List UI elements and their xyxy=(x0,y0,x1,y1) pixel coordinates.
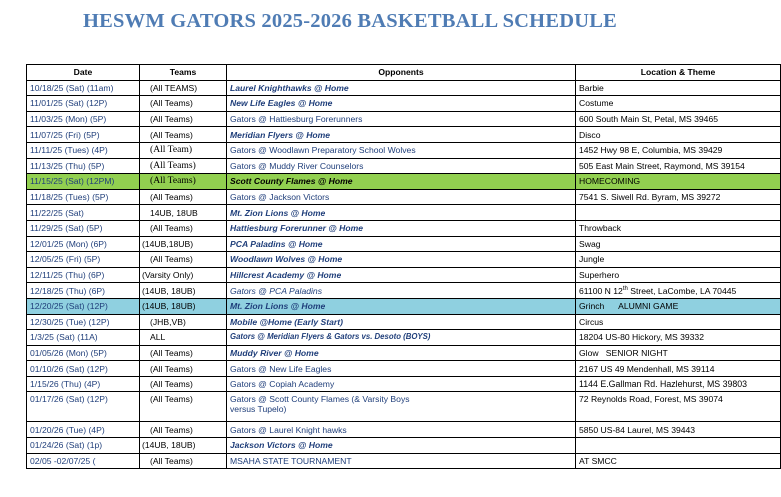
location-cell: Superhero xyxy=(576,267,781,283)
table-row xyxy=(27,438,781,454)
location-cell: Barbie xyxy=(576,80,781,96)
table-row xyxy=(27,205,781,221)
location-cell: 1452 Hwy 98 E, Columbia, MS 39429 xyxy=(576,142,781,158)
opponent-cell: Gators @ Laurel Knight hawks xyxy=(227,422,576,438)
teams-cell: (All Teams) xyxy=(140,453,227,469)
date-cell: 01/05/26 (Mon) (5P) xyxy=(27,345,140,361)
teams-cell: (All Teams) xyxy=(140,158,227,174)
location-cell: Circus xyxy=(576,314,781,330)
date-cell: 10/18/25 (Sat) (11am) xyxy=(27,80,140,96)
teams-cell: 14UB, 18UB xyxy=(140,205,227,221)
location-cell: 7541 S. Siwell Rd. Byram, MS 39272 xyxy=(576,189,781,205)
table-row xyxy=(27,345,781,361)
table-row xyxy=(27,361,781,377)
date-cell: 11/01/25 (Sat) (12P) xyxy=(27,96,140,112)
location-cell: HOMECOMING xyxy=(576,174,781,190)
date-cell: 01/24/26 (Sat) (1p) xyxy=(27,438,140,454)
table-row-alumni xyxy=(27,298,781,314)
location-cell: Throwback xyxy=(576,220,781,236)
opponent-cell: New Life Eagles @ Home xyxy=(227,96,576,112)
table-row xyxy=(27,376,781,392)
date-cell: 01/20/26 (Tue) (4P) xyxy=(27,422,140,438)
table-row xyxy=(27,189,781,205)
date-cell: 12/20/25 (Sat) (12P) xyxy=(27,298,140,314)
opponent-cell: Mt. Zion Lions @ Home xyxy=(227,205,576,221)
location-cell: Disco xyxy=(576,127,781,143)
table-row xyxy=(27,236,781,252)
date-cell: 01/17/26 (Sat) (12P) xyxy=(27,392,140,422)
location-cell: Grinch ALUMNI GAME xyxy=(576,298,781,314)
location-cell: AT SMCC xyxy=(576,453,781,469)
location-cell: 505 East Main Street, Raymond, MS 39154 xyxy=(576,158,781,174)
teams-cell: (All Teams) xyxy=(140,96,227,112)
date-cell: 11/15/25 (Sat) (12PM) xyxy=(27,174,140,190)
date-cell: 1/3/25 (Sat) (11A) xyxy=(27,330,140,346)
opponent-cell: Mobile @Home (Early Start) xyxy=(227,314,576,330)
teams-cell: (14UB, 18UB) xyxy=(140,298,227,314)
opponent-cell: MSAHA STATE TOURNAMENT xyxy=(227,453,576,469)
location-text: Street, LaCombe, LA 70445 xyxy=(627,285,737,296)
column-header-location: Location & Theme xyxy=(576,65,781,81)
table-row xyxy=(27,252,781,268)
teams-cell: (All Teams) xyxy=(140,361,227,377)
date-cell: 12/30/25 (Tue) (12P) xyxy=(27,314,140,330)
location-cell: 5850 US-84 Laurel, MS 39443 xyxy=(576,422,781,438)
location-cell: 72 Reynolds Road, Forest, MS 39074 xyxy=(576,392,781,422)
location-cell: Costume xyxy=(576,96,781,112)
date-cell: 11/18/25 (Tues) (5P) xyxy=(27,189,140,205)
teams-cell: (JHB,VB) xyxy=(140,314,227,330)
teams-cell: (All Teams) xyxy=(140,127,227,143)
date-cell: 11/22/25 (Sat) xyxy=(27,205,140,221)
opponent-cell: Gators @ Hattiesburg Forerunners xyxy=(227,111,576,127)
location-text: 61100 N 12 xyxy=(579,285,623,296)
table-row xyxy=(27,330,781,346)
table-row xyxy=(27,453,781,469)
teams-cell: (14UB, 18UB) xyxy=(140,283,227,299)
opponent-cell xyxy=(227,392,576,422)
column-header-teams: Teams xyxy=(140,65,227,81)
location-cell xyxy=(576,283,781,299)
table-row xyxy=(27,314,781,330)
column-header-date: Date xyxy=(27,65,140,81)
teams-cell: (14UB, 18UB) xyxy=(140,438,227,454)
teams-cell: (All Teams) xyxy=(140,376,227,392)
opponent-cell: Meridian Flyers @ Home xyxy=(227,127,576,143)
date-cell: 12/11/25 (Thu) (6P) xyxy=(27,267,140,283)
location-cell: Glow SENIOR NIGHT xyxy=(576,345,781,361)
opponent-cell: PCA Paladins @ Home xyxy=(227,236,576,252)
teams-cell: (All Teams) xyxy=(140,220,227,236)
date-cell: 11/07/25 (Fri) (5P) xyxy=(27,127,140,143)
opponent-cell: Gators @ New Life Eagles xyxy=(227,361,576,377)
date-cell: 11/11/25 (Tues) (4P) xyxy=(27,142,140,158)
location-cell: 600 South Main St, Petal, MS 39465 xyxy=(576,111,781,127)
teams-cell: (All Team) xyxy=(140,142,227,158)
date-cell: 12/18/25 (Thu) (6P) xyxy=(27,283,140,299)
date-cell: 1/15/26 (Thu) (4P) xyxy=(27,376,140,392)
table-row xyxy=(27,158,781,174)
date-cell: 02/05 -02/07/25 ( xyxy=(27,453,140,469)
opponent-cell: Gators @ Jackson Victors xyxy=(227,189,576,205)
date-cell: 11/29/25 (Sat) (5P) xyxy=(27,220,140,236)
table-row xyxy=(27,392,781,422)
table-row xyxy=(27,220,781,236)
table-row xyxy=(27,127,781,143)
opponent-text: Gators @ Scott County Flames (& Varsity Boys versus Tupelo) xyxy=(230,394,410,415)
table-row xyxy=(27,422,781,438)
opponent-cell: Hattiesburg Forerunner @ Home xyxy=(227,220,576,236)
opponent-cell: Muddy River @ Home xyxy=(227,345,576,361)
teams-cell: (All TEAMS) xyxy=(140,80,227,96)
date-cell: 01/10/26 (Sat) (12P) xyxy=(27,361,140,377)
date-cell: 12/01/25 (Mon) (6P) xyxy=(27,236,140,252)
teams-cell: (All Teams) xyxy=(140,392,227,422)
table-row xyxy=(27,283,781,299)
location-cell: 2167 US 49 Mendenhall, MS 39114 xyxy=(576,361,781,377)
teams-cell: (Varsity Only) xyxy=(140,267,227,283)
date-cell: 11/03/25 (Mon) (5P) xyxy=(27,111,140,127)
opponent-cell: Gators @ Meridian Flyers & Gators vs. Desoto (BOYS) xyxy=(227,330,576,346)
teams-cell: (All Teams) xyxy=(140,252,227,268)
teams-cell: (All Teams) xyxy=(140,422,227,438)
teams-cell: (All Teams) xyxy=(140,111,227,127)
ordinal-suffix: th xyxy=(622,285,628,292)
opponent-cell: Hillcrest Academy @ Home xyxy=(227,267,576,283)
header-row xyxy=(27,65,781,81)
opponent-cell: Gators @ Woodlawn Preparatory School Wolves xyxy=(227,142,576,158)
location-cell: Jungle xyxy=(576,252,781,268)
table-row-homecoming xyxy=(27,174,781,190)
opponent-cell: Gators @ PCA Paladins xyxy=(227,283,576,299)
opponent-cell: Laurel Knighthawks @ Home xyxy=(227,80,576,96)
opponent-cell: Mt. Zion Lions @ Home xyxy=(227,298,576,314)
table-row xyxy=(27,142,781,158)
location-cell xyxy=(576,205,781,221)
location-cell: 18204 US-80 Hickory, MS 39332 xyxy=(576,330,781,346)
opponent-cell: Scott County Flames @ Home xyxy=(227,174,576,190)
date-cell: 12/05/25 (Fri) (5P) xyxy=(27,252,140,268)
location-cell: 1144 E.Gallman Rd. Hazlehurst, MS 39803 xyxy=(576,376,781,392)
table-row xyxy=(27,267,781,283)
teams-cell: ALL xyxy=(140,330,227,346)
opponent-cell: Woodlawn Wolves @ Home xyxy=(227,252,576,268)
page-title: HESWM GATORS 2025-2026 BASKETBALL SCHEDULE xyxy=(83,10,617,32)
opponent-cell: Jackson Victors @ Home xyxy=(227,438,576,454)
opponent-cell: Gators @ Muddy River Counselors xyxy=(227,158,576,174)
teams-cell: (14UB,18UB) xyxy=(140,236,227,252)
date-cell: 11/13/25 (Thu) (5P) xyxy=(27,158,140,174)
teams-cell: (All Teams) xyxy=(140,189,227,205)
teams-cell: (All Teams) xyxy=(140,345,227,361)
opponent-cell: Gators @ Copiah Academy xyxy=(227,376,576,392)
column-header-opponents: Opponents xyxy=(227,65,576,81)
location-cell: Swag xyxy=(576,236,781,252)
table-row xyxy=(27,111,781,127)
location-cell xyxy=(576,438,781,454)
table-row xyxy=(27,80,781,96)
teams-cell: (All Teams) xyxy=(140,174,227,190)
table-row xyxy=(27,96,781,112)
schedule-table xyxy=(26,64,781,469)
